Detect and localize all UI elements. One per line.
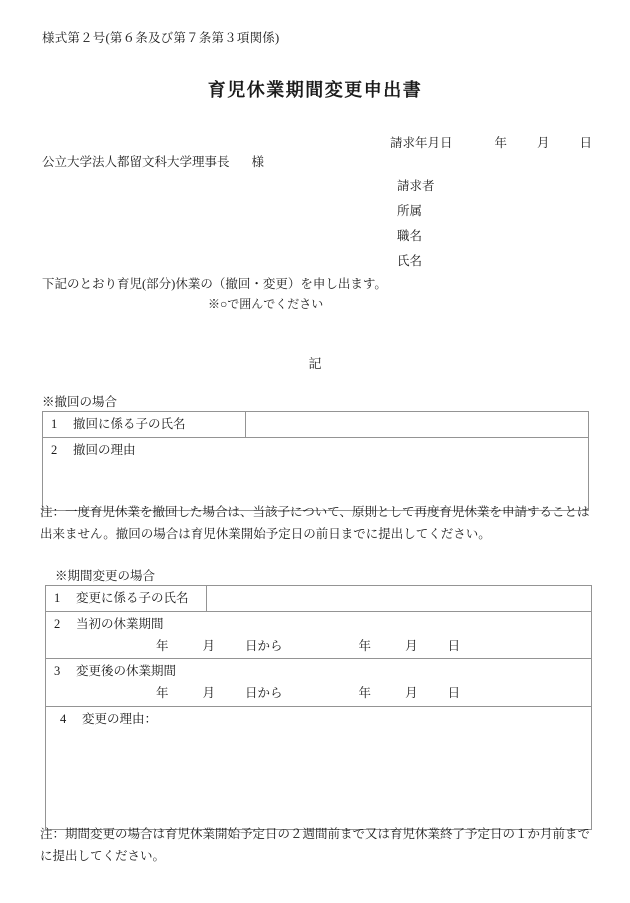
changed-from-year: 年 xyxy=(156,686,169,700)
withdrawal-row2-label: 撤回の理由 xyxy=(73,442,136,457)
requester-position-label: 職名 xyxy=(397,229,423,243)
change-row1-label: 変更に係る子の氏名 xyxy=(76,591,189,605)
request-date-year: 年 xyxy=(494,136,508,150)
withdrawal-row2-number: 2 xyxy=(51,442,58,457)
original-to-day: 日 xyxy=(447,638,461,653)
change-row3-label: 変更後の休業期間 xyxy=(76,664,177,679)
change-row1-number: 1 xyxy=(54,591,61,605)
change-section-heading: ※期間変更の場合 xyxy=(55,569,156,583)
changed-to-day: 日 xyxy=(447,686,461,700)
change-note: 注：期間変更の場合は育児休業開始予定日の２週間前まで又は育児休業終了予定日の１か月前までに提出してください。 xyxy=(40,827,591,863)
changed-from-day: 日から xyxy=(245,686,283,700)
request-date-label: 請求年月日 xyxy=(390,136,453,150)
addressee-organization: 公立大学法人都留文科大学理事長 xyxy=(42,155,230,169)
withdrawal-row1-number: 1 xyxy=(51,417,58,431)
table-row xyxy=(46,586,592,612)
change-child-name-input-cell[interactable] xyxy=(207,586,592,612)
requester-affiliation-label: 所属 xyxy=(397,204,423,218)
changed-from-month: 月 xyxy=(202,686,216,700)
request-date-month: 月 xyxy=(537,136,550,150)
original-to-month: 月 xyxy=(405,638,418,653)
addressee xyxy=(42,152,264,170)
table-row xyxy=(46,706,592,829)
request-date-line xyxy=(390,133,592,151)
original-period-date-fields[interactable] xyxy=(46,637,591,659)
withdrawal-note: 注：一度育児休業を撤回した場合は、当該子について、原則として再度育児休業を申請することは出来ません。撤回の場合は育児休業開始予定日の前日までに提出してください。 xyxy=(40,505,590,541)
form-code: 様式第２号(第６条及び第７条第３項関係) xyxy=(42,31,280,45)
withdrawal-row1-label: 撤回に係る子の氏名 xyxy=(73,417,186,431)
changed-period-date-fields[interactable] xyxy=(46,684,591,706)
original-from-day: 日から xyxy=(245,638,283,653)
change-reason-cell[interactable] xyxy=(46,706,592,829)
page-title: 育児休業期間変更申出書 xyxy=(207,80,423,100)
original-to-year: 年 xyxy=(358,638,372,653)
changed-to-month: 月 xyxy=(405,686,418,700)
requester-block xyxy=(397,176,435,276)
addressee-honorific: 様 xyxy=(251,155,265,169)
withdrawal-section-heading: ※撤回の場合 xyxy=(42,395,118,409)
statement-text: 下記のとおり育児(部分)休業の（撤回・変更）を申し出ます。 xyxy=(42,277,387,291)
change-row2-label: 当初の休業期間 xyxy=(76,616,164,631)
change-row4-label: 変更の理由： xyxy=(82,711,158,726)
request-date-day: 日 xyxy=(579,136,593,150)
change-row3-number: 3 xyxy=(54,664,61,679)
statement-circle-note: ※○で囲んでください xyxy=(208,297,324,311)
withdrawal-child-name-label-cell xyxy=(43,412,246,438)
change-row1-value xyxy=(207,586,591,592)
ki-marker: 記 xyxy=(308,356,322,371)
change-table xyxy=(45,585,592,830)
changed-leave-period-cell[interactable] xyxy=(46,659,592,707)
original-from-month: 月 xyxy=(202,638,216,653)
table-row xyxy=(43,437,589,510)
original-leave-period-cell[interactable] xyxy=(46,611,592,659)
change-row2-number: 2 xyxy=(54,616,61,631)
requester-name-label: 氏名 xyxy=(397,254,423,268)
original-from-year: 年 xyxy=(156,638,169,653)
withdrawal-reason-cell[interactable] xyxy=(43,437,589,510)
withdrawal-child-name-input-cell[interactable] xyxy=(246,412,589,438)
changed-to-year: 年 xyxy=(358,686,372,700)
requester-heading: 請求者 xyxy=(397,179,435,193)
table-row xyxy=(43,412,589,438)
change-row4-number: 4 xyxy=(60,711,67,726)
change-child-name-label-cell xyxy=(46,586,207,612)
table-row xyxy=(46,611,592,659)
withdrawal-table xyxy=(42,411,589,511)
table-row xyxy=(46,659,592,707)
withdrawal-row1-value xyxy=(246,412,588,418)
